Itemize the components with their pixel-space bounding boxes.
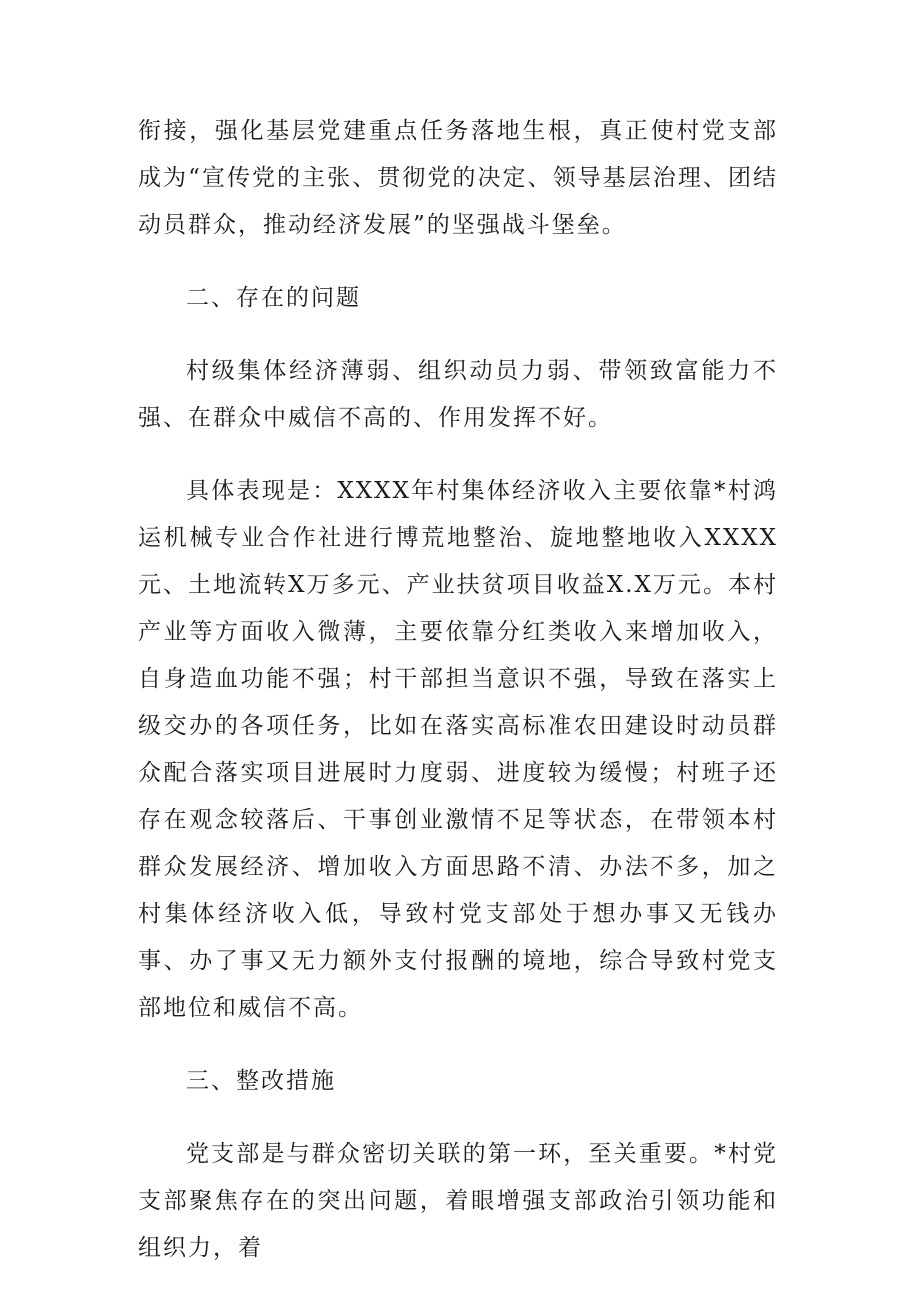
- section-heading-problems: 二、存在的问题: [186, 285, 361, 311]
- paragraph-problems-summary: 村级集体经济薄弱、组织动员力弱、带领致富能力不强、在群众中威信不高的、作用发挥不好。: [138, 358, 778, 431]
- document-body: [138, 108, 778, 1298]
- section-heading-measures: 三、整改措施: [186, 1068, 336, 1094]
- paragraph-continuation: 衔接，强化基层党建重点任务落地生根，真正使村党支部成为“宣传党的主张、贯彻党的决定、领导基层治理、团结动员群众，推动经济发展”的坚强战斗堡垒。: [138, 118, 778, 238]
- paragraph-problems-details: 具体表现是：XXXX年村集体经济收入主要依靠*村鸿运机械专业合作社进行博荒地整治、旋地整地收入XXXX元、土地流转X万多元、产业扶贫项目收益X.X万元。本村产业等方面收入微薄，主要依靠分红类收入来增加收入，自身造血功能不强；村干部担当意识不强，导致在落实上级交办的各项任务，比如在落实高标准农田建设时动员群众配合落实项目进展时力度弱、进度较为缓慢；村班子还存在观念较落后、干事创业激情不足等状态，在带领本村群众发展经济、增加收入方面思路不清、办法不多，加之村集体经济收入低，导致村党支部处于想办事又无钱办事、办了事又无力额外支付报酬的境地，综合导致村党支部地位和威信不高。: [138, 478, 778, 1021]
- paragraph-measures-intro: 党支部是与群众密切关联的第一环，至关重要。*村党支部聚焦存在的突出问题，着眼增强支部政治引领功能和组织力，着: [138, 1141, 778, 1261]
